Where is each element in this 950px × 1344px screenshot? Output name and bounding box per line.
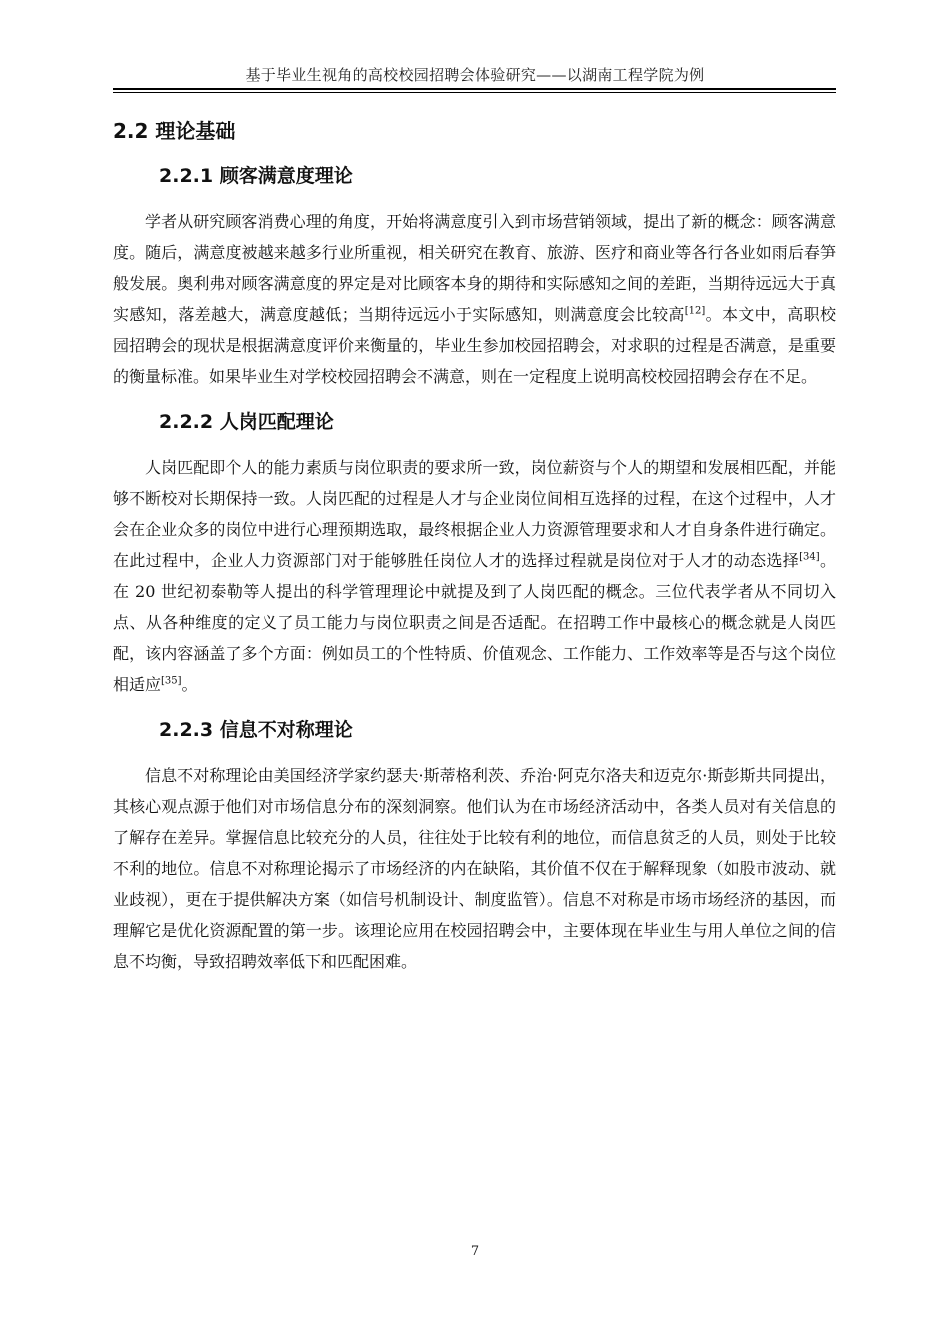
page-number: 7 [470, 1244, 480, 1259]
paragraph-text: 。 [181, 675, 198, 694]
page-body [113, 112, 836, 987]
paragraph-text: 学者从研究顾客消费心理的角度，开始将满意度引入到市场营销领域，提出了新的概念：顾客满意度。随后，满意度被越来越多行业所重视，相关研究在教育、旅游、医疗和商业等各行各业如雨后春笋般发展。奥利弗对顾客满意度的界定是对比顾客本身的期待和实际感知之间的差距，当期待远远大于真实感知，落差越大，满意度越低；当期待远远小于实际感知，则满意度会比较高 [113, 212, 836, 324]
paragraph-information-asymmetry [113, 760, 836, 977]
paragraph-text: 。本文中，高职校园招聘会的现状是根据满意度评价来衡量的，毕业生参加校园招聘会，对求职的过程是否满意，是重要的衡量标准。如果毕业生对学校校园招聘会不满意，则在一定程度上说明高校校园招聘会存在不足。 [113, 305, 836, 386]
subsection-heading-information-asymmetry: 2.2.3 信息不对称理论 [159, 719, 353, 741]
citation-ref: [35] [161, 675, 182, 687]
paragraph-person-job-fit [113, 452, 836, 700]
citation-ref: [12] [684, 305, 706, 317]
header-rule-thick [113, 88, 836, 90]
paragraph-text: 。在 20 世纪初泰勒等人提出的科学管理理论中就提及到了人岗匹配的概念。三位代表学者从不同切入点、从各种维度的定义了员工能力与岗位职责之间是否适配。在招聘工作中最核心的概念就是人岗匹配，该内容涵盖了多个方面：例如员工的个性特质、价值观念、工作能力、工作效率等是否与这个岗位相适应 [113, 551, 836, 694]
subsection-heading-person-job-fit: 2.2.2 人岗匹配理论 [159, 411, 334, 433]
section-heading: 2.2 理论基础 [113, 119, 236, 143]
paragraph-text: 人岗匹配即个人的能力素质与岗位职责的要求所一致，岗位薪资与个人的期望和发展相匹配，并能够不断校对长期保持一致。人岗匹配的过程是人才与企业岗位间相互选择的过程，在这个过程中，人才会在企业众多的岗位中进行心理预期选取，最终根据企业人力资源管理要求和人才自身条件进行确定。在此过程中，企业人力资源部门对于能够胜任岗位人才的选择过程就是岗位对于人才的动态选择 [113, 458, 836, 570]
paragraph-text: 信息不对称理论由美国经济学家约瑟夫·斯蒂格利茨、乔治·阿克尔洛夫和迈克尔·斯彭斯共同提出，其核心观点源于他们对市场信息分布的深刻洞察。他们认为在市场经济活动中，各类人员对有关信息的了解存在差异。掌握信息比较充分的人员，往往处于比较有利的地位，而信息贫乏的人员，则处于比较不利的地位。信息不对称理论揭示了市场经济的内在缺陷，其价值不仅在于解释现象（如股市波动、就业歧视），更在于提供解决方案（如信号机制设计、制度监管）。信息不对称是市场市场经济的基因，而理解它是优化资源配置的第一步。该理论应用在校园招聘会中，主要体现在毕业生与用人单位之间的信息不均衡，导致招聘效率低下和匹配困难。 [113, 766, 836, 971]
subsection-heading-satisfaction: 2.2.1 顾客满意度理论 [159, 165, 353, 187]
running-header: 基于毕业生视角的高校校园招聘会体验研究——以湖南工程学院为例 [245, 66, 705, 84]
header-rule-thin [113, 92, 836, 93]
paragraph-satisfaction [113, 206, 836, 392]
citation-ref: [34] [799, 551, 820, 563]
